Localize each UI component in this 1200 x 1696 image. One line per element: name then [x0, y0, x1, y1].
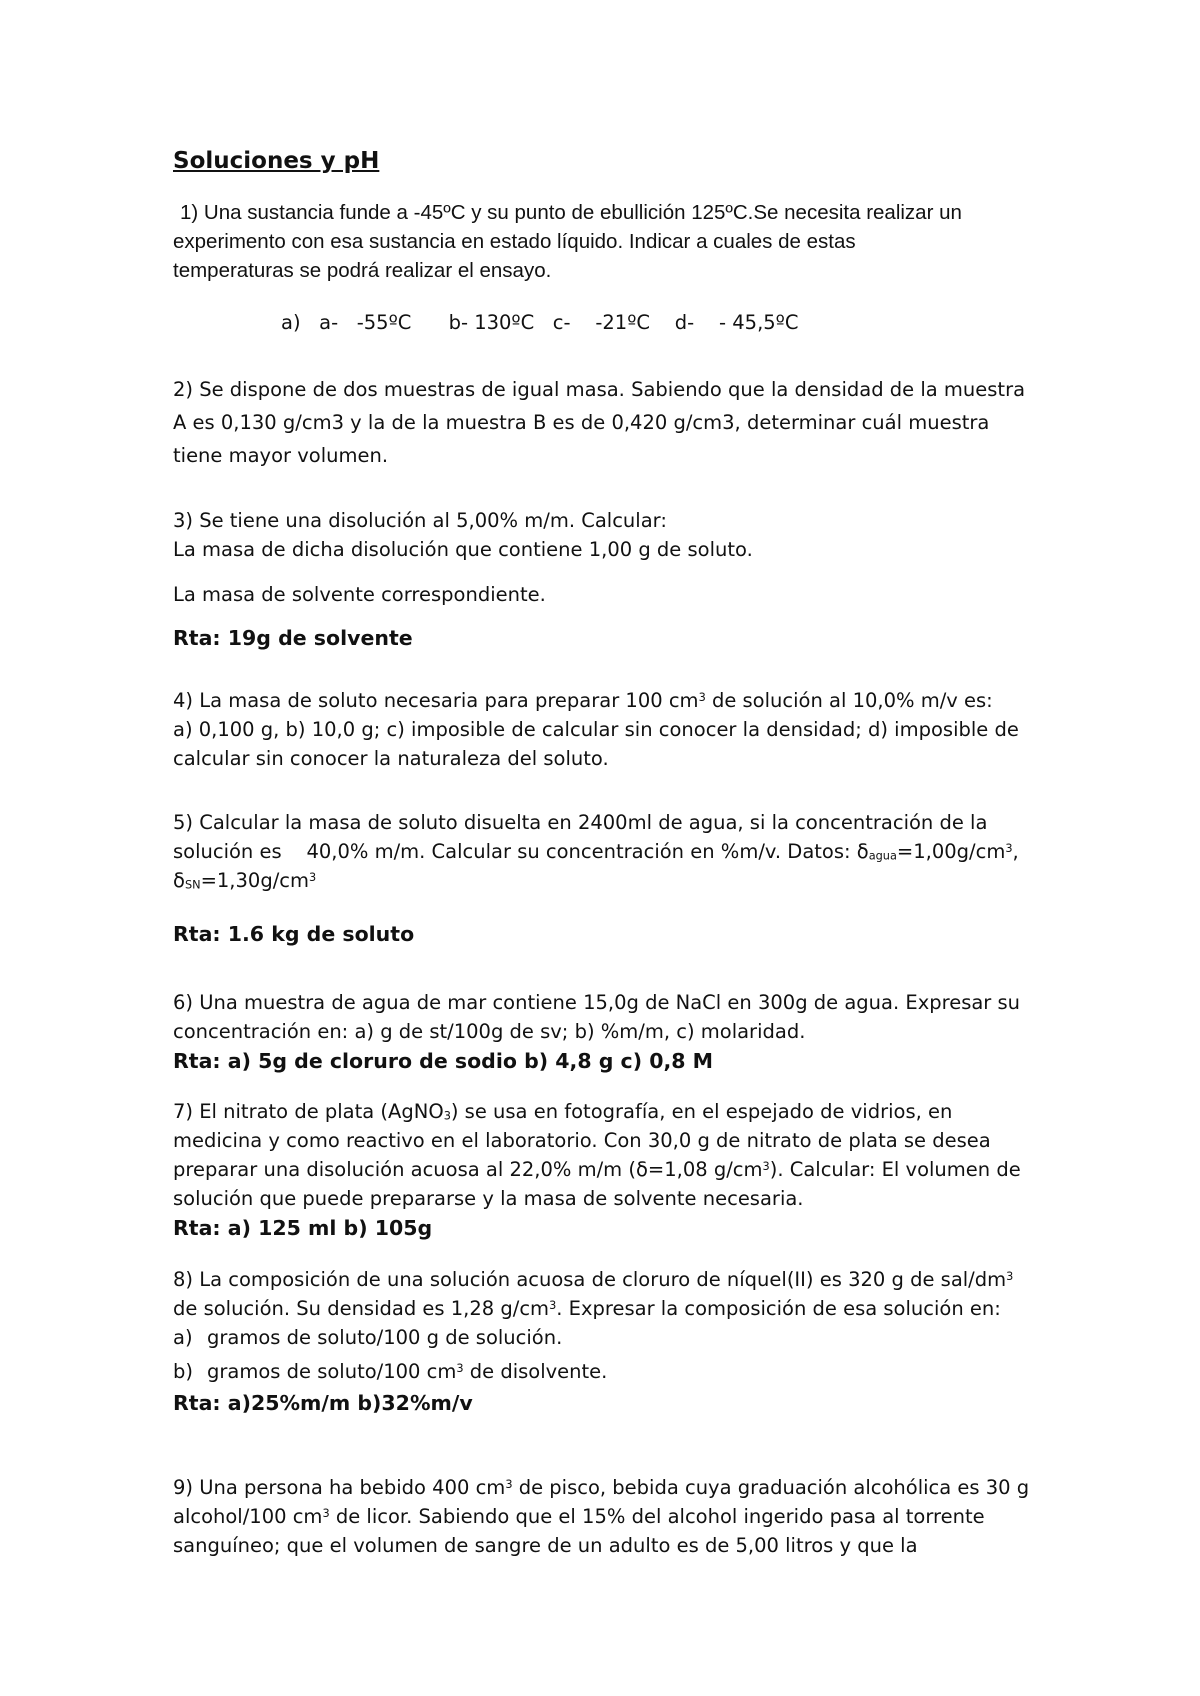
q3-line-1: 3) Se tiene una disolución al 5,00% m/m. Calcular: — [173, 509, 667, 532]
q8-line-2: de solución. Su densidad es 1,28 $g/cm^3$. Expresar la composición de esa solución en: — [173, 1297, 1001, 1320]
q8-item-a: a) gramos de soluto/100 g de solución. — [173, 1326, 563, 1349]
q8-line-1: 8) La composición de una solución acuosa de cloruro de níquel(II) es 320 g de sal/$dm^3$ — [173, 1268, 1014, 1291]
question-8 — [173, 1265, 1033, 1418]
q3-line-2: La masa de dicha disolución que contiene 1,00 g de soluto. — [173, 538, 753, 561]
question-7 — [173, 1097, 1033, 1243]
question-9 — [173, 1473, 1033, 1560]
q7-answer: Rta: a) 125 ml b) 105g — [173, 1216, 433, 1240]
q6-line-1: 6) Una muestra de agua de mar contiene 15,0g de NaCl en 300g de agua. Expresar su — [173, 991, 1021, 1014]
q3-answer: Rta: 19g de solvente — [173, 626, 413, 650]
q9-line-2: alcohol/100 $cm^3$ de licor. Sabiendo que el 15% del alcohol ingerido pasa al torrente — [173, 1505, 985, 1528]
q8-item-b: b) gramos de soluto/100 $cm^3$ de disolvente. — [173, 1360, 608, 1383]
q7-line-3: preparar una disolución acuosa al 22,0% m/m (δ=1,08 $g/cm^3$). Calcular: El volumen de — [173, 1158, 1021, 1181]
question-1 — [173, 198, 1033, 285]
q9-line-1: 9) Una persona ha bebido 400 $cm^3$ de pisco, bebida cuya graduación alcohólica es 30 g — [173, 1476, 1030, 1499]
question-2 — [173, 373, 1033, 472]
q7-line-1: 7) El nitrato de plata (AgNO$_3$) se usa en fotografía, en el espejado de vidrios, en — [173, 1100, 953, 1123]
q7-line-2: medicina y como reactivo en el laboratorio. Con 30,0 g de nitrato de plata se desea — [173, 1129, 991, 1152]
q6-line-2: concentración en: a) g de st/100g de sv; b) %m/m, c) molaridad. — [173, 1020, 806, 1043]
q1-line-1: 1) Una sustancia funde a -45ºC y su punto de ebullición 125ºC.Se necesita realizar un — [180, 201, 962, 224]
q2-line-2: A es 0,130 g/cm3 y la de la muestra B es de 0,420 g/cm3, determinar cuál muestra — [173, 411, 990, 434]
q4-line-2: a) 0,100 g, b) 10,0 g; c) imposible de calcular sin conocer la densidad; d) imposible de — [173, 718, 1019, 741]
q4-line-3: calcular sin conocer la naturaleza del soluto. — [173, 747, 609, 770]
q5-line-3: $\delta_{SN}=1,30g/cm^3$ — [173, 869, 317, 892]
q4-line-1: 4) La masa de soluto necesaria para preparar 100 $cm^3$ de solución al 10,0% m/v es: — [173, 689, 993, 712]
question-4 — [173, 686, 1033, 773]
question-3 — [173, 506, 1033, 653]
q5-line-1: 5) Calcular la masa de soluto disuelta en 2400ml de agua, si la concentración de la — [173, 811, 988, 834]
q1-options: a) a- -55ºC b- 130ºC c- -21ºC d- - 45,5ºC — [281, 311, 799, 334]
q1-line-2: experimento con esa sustancia en estado líquido. Indicar a cuales de estas — [173, 230, 856, 253]
q2-line-1: 2) Se dispone de dos muestras de igual masa. Sabiendo que la densidad de la muestra — [173, 378, 1026, 401]
q5-line-2: solución es 40,0% m/m. Calcular su concentración en %m/v. Datos: $\delta_{agua}=1,00g/cm^3$, — [173, 840, 1019, 863]
q7-line-4: solución que puede prepararse y la masa de solvente necesaria. — [173, 1187, 804, 1210]
q5-answer: Rta: 1.6 kg de soluto — [173, 922, 415, 946]
q6-answer: Rta: a) 5g de cloruro de sodio b) 4,8 g c) 0,8 M — [173, 1049, 714, 1073]
q2-line-3: tiene mayor volumen. — [173, 444, 389, 467]
q3-line-3: La masa de solvente correspondiente. — [173, 583, 546, 606]
question-6 — [173, 988, 1033, 1076]
question-5 — [173, 808, 1033, 949]
page-title: Soluciones y pH — [173, 148, 380, 174]
q1-line-3: temperaturas se podrá realizar el ensayo. — [173, 259, 552, 282]
q8-answer: Rta: a)25%m/m b)32%m/v — [173, 1391, 473, 1415]
q9-line-3: sanguíneo; que el volumen de sangre de un adulto es de 5,00 litros y que la — [173, 1534, 918, 1557]
